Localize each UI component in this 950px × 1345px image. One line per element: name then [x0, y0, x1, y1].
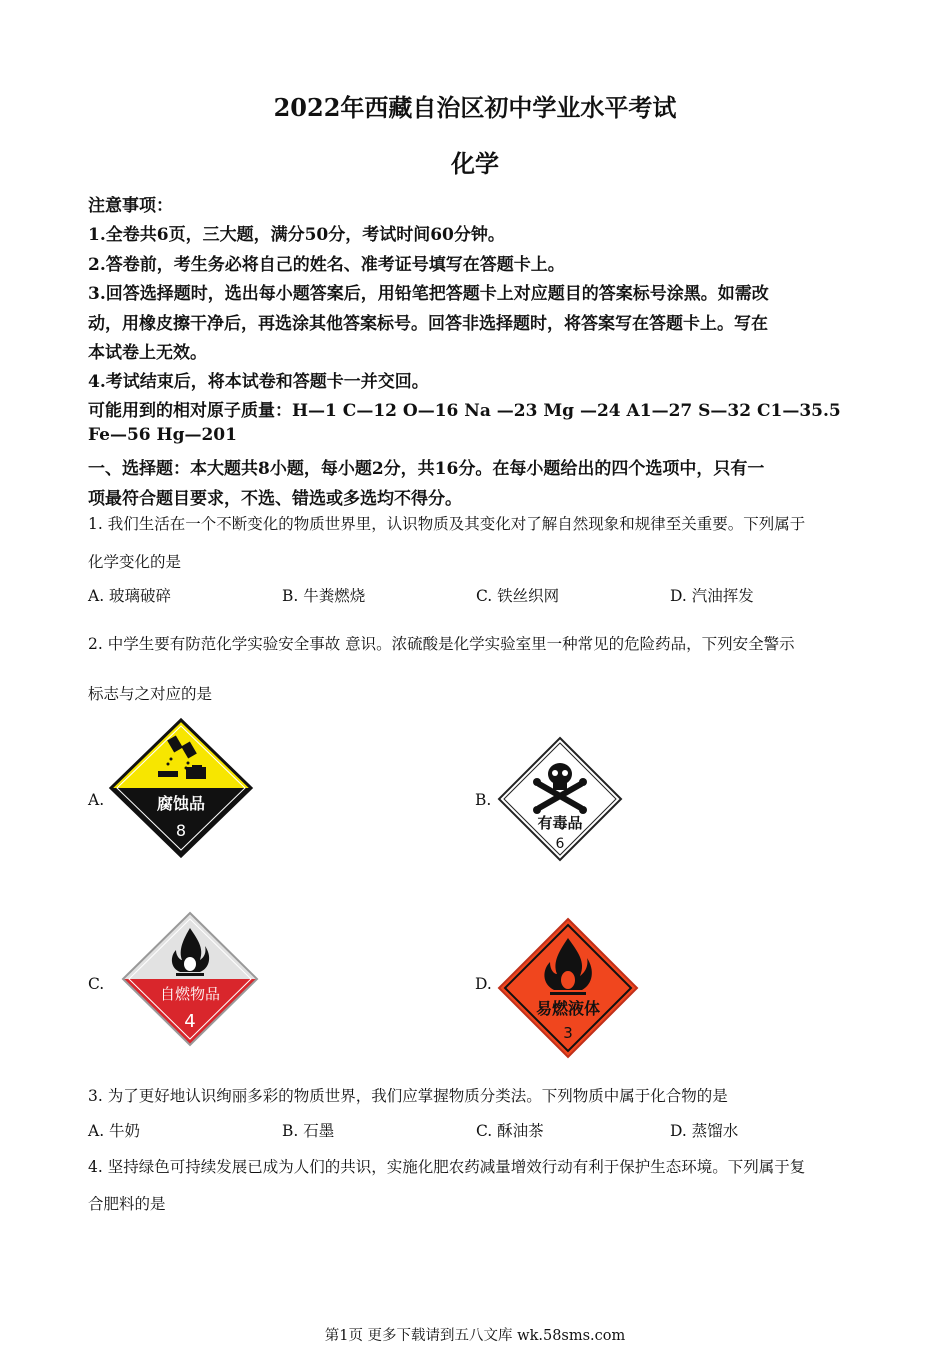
notice-item: 1.全卷共6页，三大题，满分50分，考试时间60分钟。	[88, 225, 505, 245]
notice-item: 本试卷上无效。	[88, 343, 207, 363]
flammable-liquid-sign[interactable]	[496, 916, 640, 1060]
notice-item: 2.答卷前，考生务必将自己的姓名、准考证号填写在答题卡上。	[88, 255, 565, 275]
option-a[interactable]: A. 牛奶	[88, 1122, 141, 1140]
sign-number: 4	[184, 1011, 196, 1032]
question-1-text: 化学变化的是	[88, 553, 182, 571]
option-b-label[interactable]: B.	[475, 791, 492, 809]
sign-number: 8	[175, 821, 187, 840]
question-4-text: 4. 坚持绿色可持续发展已成为人们的共识，实施化肥农药减量增效行动有利于保护生态环境。下列属于复	[88, 1158, 806, 1176]
sign-number: 6	[555, 836, 565, 852]
sign-text: 有毒品	[537, 814, 583, 832]
option-d-label[interactable]: D.	[475, 975, 492, 993]
option-d[interactable]: D. 蒸馏水	[670, 1122, 739, 1140]
sign-text: 自燃物品	[159, 985, 221, 1003]
page-footer: 第1页 更多下载请到五八文库 wk.58sms.com	[324, 1328, 626, 1344]
option-d[interactable]: D. 汽油挥发	[670, 587, 754, 605]
question-4-text: 合肥料的是	[88, 1195, 166, 1213]
notice-item: 3.回答选择题时，选出每小题答案后，用铅笔把答题卡上对应题目的答案标号涂黑。如需改	[88, 284, 769, 304]
sign-text: 腐蚀品	[156, 794, 206, 813]
option-b[interactable]: B. 石墨	[282, 1122, 335, 1140]
question-2-text: 标志与之对应的是	[88, 685, 213, 703]
sign-number: 3	[563, 1024, 573, 1042]
option-a[interactable]: A. 玻璃破碎	[88, 587, 172, 605]
option-b[interactable]: B. 牛粪燃烧	[282, 587, 366, 605]
notice-item: 动，用橡皮擦干净后，再选涂其他答案标号。回答非选择题时，将答案写在答题卡上。写在	[88, 314, 768, 334]
notice-heading: 注意事项：	[88, 196, 173, 216]
sign-text: 易燃液体	[535, 999, 601, 1018]
question-2-text: 2. 中学生要有防范化学实验安全事故 意识。浓硫酸是化学实验室里一种常见的危险药品，下列安全警示	[88, 635, 795, 653]
option-c[interactable]: C. 铁丝织网	[476, 587, 560, 605]
toxic-sign[interactable]	[497, 736, 623, 862]
question-3-options	[88, 1119, 868, 1143]
question-1-options	[88, 584, 868, 608]
atomic-mass-line: 可能用到的相对原子质量：H—1 C—12 O—16 Na —23 Mg —24 A1—27 S—32 C1—35.5	[88, 401, 841, 421]
notice-item: 4.考试结束后，将本试卷和答题卡一并交回。	[88, 372, 429, 392]
subject-title: 化学	[451, 149, 499, 178]
question-3-text: 3. 为了更好地认识绚丽多彩的物质世界，我们应掌握物质分类法。下列物质中属于化合物的是	[88, 1087, 728, 1105]
option-a-label[interactable]: A.	[88, 791, 105, 809]
question-1-text: 1. 我们生活在一个不断变化的物质世界里，认识物质及其变化对了解自然现象和规律至关重要。下列属于	[88, 515, 806, 533]
exam-title: 2022年西藏自治区初中学业水平考试	[273, 93, 677, 122]
option-c[interactable]: C. 酥油茶	[476, 1122, 544, 1140]
option-c-label[interactable]: C.	[88, 975, 105, 993]
section-heading: 一、选择题：本大题共8小题，每小题2分，共16分。在每小题给出的四个选项中，只有一	[88, 459, 765, 479]
corrosive-sign[interactable]	[108, 717, 254, 859]
atomic-mass-line: Fe—56 Hg—201	[88, 425, 237, 445]
section-heading: 项最符合题目要求，不选、错选或多选均不得分。	[88, 489, 462, 509]
spontaneous-combustion-sign[interactable]	[120, 910, 260, 1048]
